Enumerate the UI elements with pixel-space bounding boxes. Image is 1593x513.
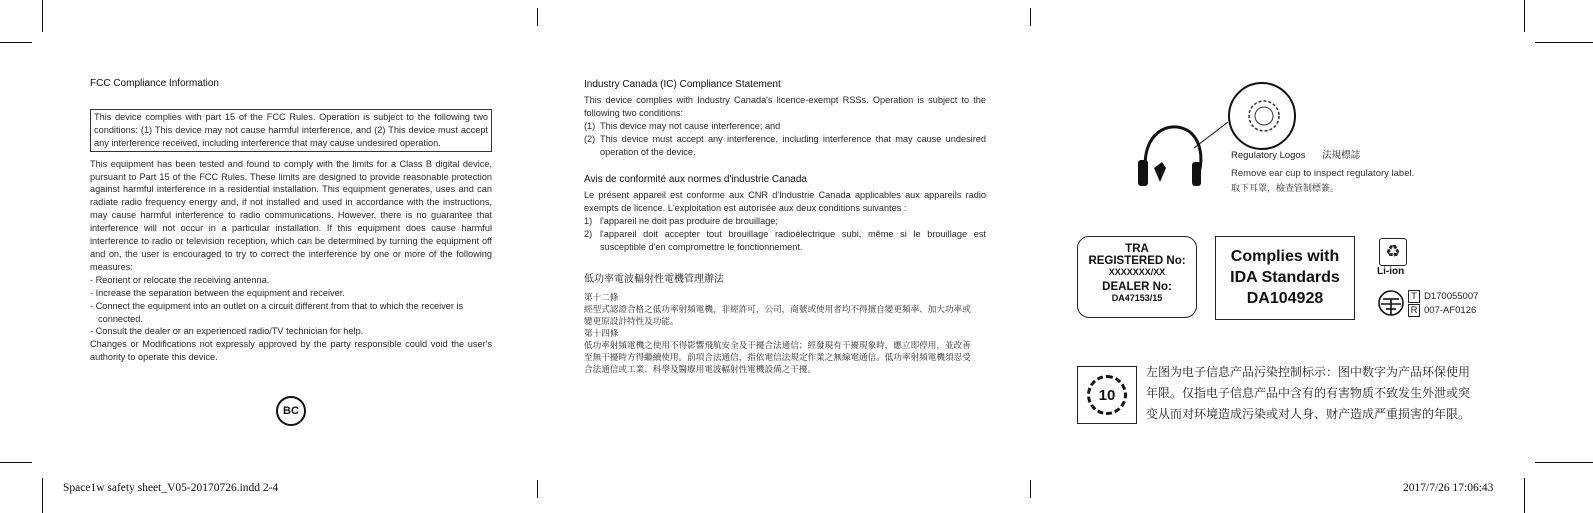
fcc-closing: Changes or Modifications not expressly approved by the party responsible could void the user's authority to operate this device. bbox=[90, 339, 492, 363]
ida-complies-label: Complies with bbox=[1230, 248, 1340, 265]
fr-item bbox=[584, 215, 986, 228]
ic-item-number: (1) bbox=[584, 120, 596, 131]
crop-mark bbox=[1535, 42, 1593, 43]
ida-badge bbox=[1215, 236, 1355, 320]
ida-standards-label: IDA Standards bbox=[1230, 269, 1340, 286]
fcc-measure: - Increase the separation between the equipment and receiver. bbox=[90, 287, 345, 298]
fcc-paragraph: This equipment has been tested and found to comply with the limits for a Class B digital device, pursuant to Part 15 of the FCC Rules. These limits are designed to provide reasonable protection against harmful interference in a residential installation. This equipment generates, uses and can radiate radio frequency energy and, if not installed and used in accordance with the instructions, may cause harmful interference to radio communications. However, there is no guarantee that interference will not occur in a particular installation. If this equipment does cause harmful interference to radio or television reception, which can be determined by turning the equipment off and on, the user is encouraged to try to correct the interference by one or more of the following measures: bbox=[90, 158, 492, 272]
crop-mark bbox=[1535, 462, 1593, 463]
tra-dealer-label: DEALER No: bbox=[1102, 281, 1172, 293]
bc-logo-text: BC bbox=[283, 405, 299, 417]
fcc-section bbox=[90, 78, 492, 364]
tra-registered-label: REGISTERED No: bbox=[1088, 255, 1186, 267]
ic-item-text: This device may not cause interference; and bbox=[600, 120, 781, 131]
headphone-illustration bbox=[1132, 78, 1232, 190]
crop-mark bbox=[537, 480, 538, 498]
china-rohs-number: 10 bbox=[1098, 386, 1116, 404]
fr-item bbox=[584, 228, 986, 254]
ic-item-text: This device must accept any interference, including interference that may cause undesired operation of the device. bbox=[600, 133, 986, 157]
ic-section bbox=[584, 79, 986, 375]
tw-article-12-text: 經型式認證合格之低功率射頻電機，非經許可，公司，商號或使用者均不得擅自變更頻率、加大功率或變更原設計特性及功能。 bbox=[584, 303, 971, 326]
tw-title: 低功率電波輻射性電機管理辦法 bbox=[584, 273, 724, 285]
ear-cup-detail-icon bbox=[1226, 80, 1298, 152]
tw-article-12: 第十二條 bbox=[584, 291, 619, 302]
ic-item bbox=[584, 133, 986, 159]
crop-mark bbox=[42, 0, 43, 32]
code-r-value: 007-AF0126 bbox=[1424, 305, 1477, 316]
code-r-box: R bbox=[1408, 304, 1420, 317]
regulatory-logos-label bbox=[1231, 147, 1360, 161]
fr-item-text: l'appareil doit accepter tout brouillage radioélectrique subi, même si le brouillage est susceptible d'en compromettre le fonctionnement. bbox=[600, 229, 986, 252]
fcc-measure: - Consult the dealer or an experienced radio/TV technician for help. bbox=[90, 326, 364, 337]
fcc-boxed-statement: This device complies with part 15 of the FCC Rules. Operation is subject to the following two conditions: (1) This device may not cause harmful interference, and (2) This device must accept any interference received, including interference that may cause undesired operation. bbox=[90, 109, 492, 152]
fr-item-number: 2) bbox=[584, 229, 593, 240]
telecom-approval-icon bbox=[1377, 289, 1405, 317]
tw-article-14-text: 低功率射頻電機之使用不得影響飛航安全及干擾合法通信；經發現有干擾現象時，應立即停用，並改善至無干擾時方得繼續使用。前項合法通信，指依電信法規定作業之無線電通信。低功率射頻電機須忍受合法通信或工業、科學及醫療用電波輻射性電機設備之干擾。 bbox=[584, 339, 971, 374]
ida-number: DA104928 bbox=[1246, 290, 1324, 307]
crop-mark bbox=[42, 478, 43, 513]
code-t-value: D170055007 bbox=[1424, 291, 1479, 302]
bc-logo bbox=[276, 396, 306, 426]
crop-mark bbox=[537, 8, 538, 26]
li-ion-label: Li-ion bbox=[1377, 266, 1405, 277]
fcc-measure: - Connect the equipment into an outlet on a circuit different from that to which the receiver is connected. bbox=[90, 300, 464, 324]
china-rohs-circle-icon bbox=[1087, 375, 1127, 415]
fcc-measure: - Reorient or relocate the receiving antenna. bbox=[90, 274, 270, 285]
date-slug: 2017/7/26 17:06:43 bbox=[1403, 482, 1494, 494]
crop-mark bbox=[0, 462, 32, 463]
ic-item-number: (2) bbox=[584, 133, 596, 144]
china-rohs-logo bbox=[1077, 366, 1137, 424]
regulatory-logos-label-en: Regulatory Logos bbox=[1231, 150, 1306, 161]
tra-badge bbox=[1077, 236, 1197, 318]
ic-item bbox=[584, 120, 986, 133]
li-ion-recycle-icon: ♻ bbox=[1379, 238, 1407, 266]
code-t-box: T bbox=[1408, 290, 1420, 303]
fr-item-text: l'appareil ne doit pas produire de brouillage; bbox=[600, 216, 778, 227]
fr-intro: Le présent appareil est conforme aux CNR d'Industrie Canada applicables aux appareils radio exempts de licence. L'exploitation est autorisée aux deux conditions suivantes : bbox=[584, 190, 986, 214]
crop-mark bbox=[0, 42, 32, 43]
fcc-title: FCC Compliance Information bbox=[90, 78, 219, 89]
ic-intro: This device complies with Industry Canada's licence-exempt RSSs. Operation is subject to the following two conditions: bbox=[584, 94, 986, 118]
crop-mark bbox=[1030, 8, 1031, 26]
telecom-code-t bbox=[1408, 290, 1478, 303]
tra-dealer-number: DA47153/15 bbox=[1111, 293, 1163, 303]
remove-ear-cup-en: Remove ear cup to inspect regulatory label. bbox=[1231, 168, 1415, 179]
remove-ear-cup-zh: 取下耳罩，檢查管制標簽。 bbox=[1231, 183, 1340, 193]
regulatory-logos-label-zh: 法規標誌 bbox=[1322, 150, 1361, 161]
crop-mark bbox=[1030, 480, 1031, 498]
china-rohs-text: 左图为电子信息产品污染控制标示：图中数字为产品环保使用年限。仅指电子信息产品中含有的有害物质不致发生外泄或突变从而对环境造成污染或对人身、财产造成严重损害的年限。 bbox=[1146, 365, 1471, 421]
tra-title: TRA bbox=[1125, 243, 1149, 255]
fr-item-number: 1) bbox=[584, 216, 593, 227]
tra-registered-number: XXXXXXX/XX bbox=[1108, 267, 1166, 277]
file-slug: Space1w safety sheet_V05-20170726.indd 2-4 bbox=[63, 482, 279, 494]
ic-title: Industry Canada (IC) Compliance Statement bbox=[584, 79, 781, 90]
fr-title: Avis de conformité aux normes d'industrie Canada bbox=[584, 174, 807, 186]
telecom-code-r bbox=[1408, 304, 1476, 317]
tw-article-14: 第十四條 bbox=[584, 327, 619, 338]
crop-mark bbox=[1524, 0, 1525, 32]
crop-mark bbox=[1524, 478, 1525, 513]
